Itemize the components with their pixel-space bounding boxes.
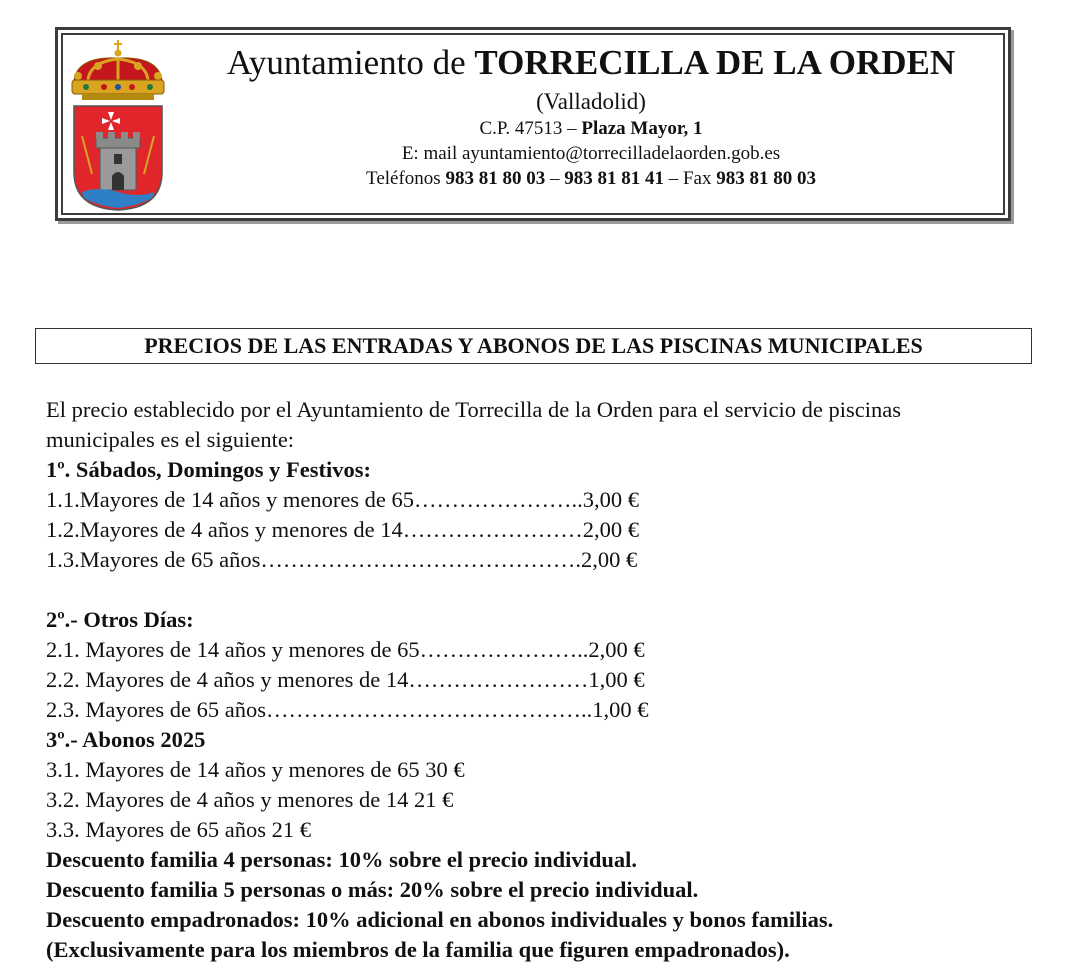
list-item: 2.1. Mayores de 14 años y menores de 65…………………..2,00 € bbox=[46, 637, 645, 662]
list-item: 3.1. Mayores de 14 años y menores de 65 30 € bbox=[46, 757, 465, 782]
list-item: 1.2.Mayores de 4 años y menores de 14……………………2,00 € bbox=[46, 517, 640, 542]
coat-of-arms-icon bbox=[68, 40, 168, 212]
fax-number: 983 81 80 03 bbox=[716, 168, 816, 189]
letterhead-text bbox=[178, 42, 1004, 191]
list-item: 3.2. Mayores de 4 años y menores de 14 21 € bbox=[46, 787, 454, 812]
list-item: 3.3. Mayores de 65 años 21 € bbox=[46, 817, 311, 842]
postal-code: C.P. 47513 – bbox=[479, 118, 582, 139]
province: (Valladolid) bbox=[536, 89, 646, 114]
section-title-box bbox=[35, 328, 1032, 364]
title-prefix: Ayuntamiento de bbox=[226, 43, 475, 82]
fax-label: – Fax bbox=[663, 168, 717, 189]
section-title: PRECIOS DE LAS ENTRADAS Y ABONOS DE LAS PISCINAS MUNICIPALES bbox=[144, 333, 923, 358]
discount-note: (Exclusivamente para los miembros de la familia que figuren empadronados). bbox=[46, 937, 790, 962]
postal-address bbox=[178, 116, 1004, 141]
phone-separator: – bbox=[545, 168, 565, 189]
other-days-heading: 2º.- Otros Días: bbox=[46, 607, 194, 632]
letterhead bbox=[55, 27, 1011, 221]
price-list bbox=[46, 395, 1076, 965]
list-item: 1.1.Mayores de 14 años y menores de 65…………………..3,00 € bbox=[46, 487, 640, 512]
phone-1: 983 81 80 03 bbox=[445, 168, 546, 189]
street-address: Plaza Mayor, 1 bbox=[581, 118, 703, 139]
crown-icon bbox=[72, 40, 164, 100]
tower-icon bbox=[96, 132, 140, 190]
spacer bbox=[46, 575, 1076, 605]
intro-paragraph: El precio establecido por el Ayuntamiento de Torrecilla de la Orden para el servicio de piscinas municipales es el siguiente: bbox=[46, 397, 901, 452]
list-item: 1.3.Mayores de 65 años…………………………………….2,00 € bbox=[46, 547, 638, 572]
list-item: 2.3. Mayores de 65 años……………………………………..1,00 € bbox=[46, 697, 649, 722]
list-item: 2.2. Mayores de 4 años y menores de 14……………………1,00 € bbox=[46, 667, 645, 692]
phone-2: 983 81 81 41 bbox=[564, 168, 664, 189]
phones-line bbox=[178, 166, 1004, 191]
email-line: E: mail ayuntamiento@torrecilladelaorden.gob.es bbox=[401, 143, 781, 164]
weekend-heading: 1º. Sábados, Domingos y Festivos: bbox=[46, 457, 371, 482]
phones-label: Teléfonos bbox=[366, 168, 446, 189]
title-name: TORRECILLA DE LA ORDEN bbox=[474, 43, 956, 82]
discount-family-4: Descuento familia 4 personas: 10% sobre el precio individual. bbox=[46, 847, 638, 872]
municipality-title bbox=[178, 42, 1004, 84]
discount-family-5: Descuento familia 5 personas o más: 20% sobre el precio individual. bbox=[46, 877, 699, 902]
season-pass-heading: 3º.- Abonos 2025 bbox=[46, 727, 206, 752]
discount-registered: Descuento empadronados: 10% adicional en abonos individuales y bonos familias. bbox=[46, 907, 834, 932]
